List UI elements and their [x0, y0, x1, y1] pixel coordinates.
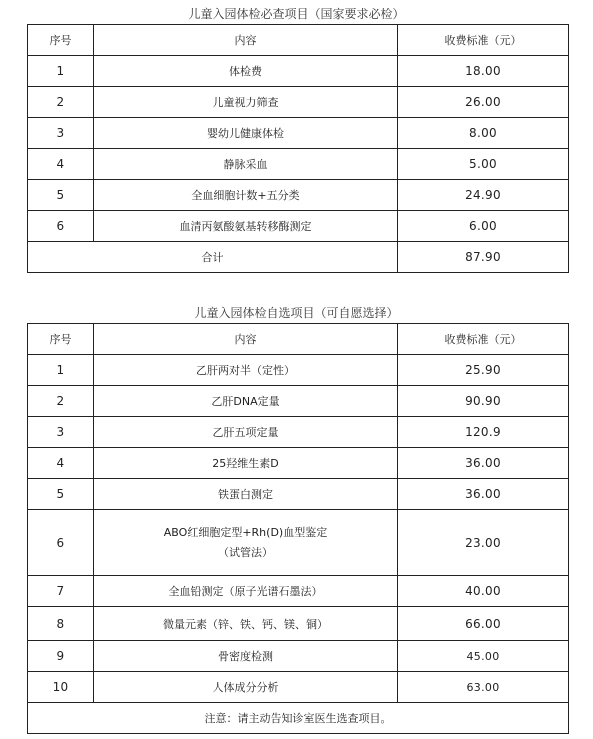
header-no: 序号 [28, 25, 94, 56]
row-no: 3 [28, 118, 94, 149]
required-items-table [27, 24, 569, 273]
row-fee: 120.9 [398, 417, 569, 448]
row-fee: 6.00 [398, 211, 569, 242]
table-row [28, 355, 569, 386]
row-fee: 25.90 [398, 355, 569, 386]
table-row [28, 87, 569, 118]
row-no: 6 [28, 510, 94, 576]
table-row [28, 417, 569, 448]
row-content: 乙肝五项定量 [94, 417, 398, 448]
row-no: 5 [28, 180, 94, 211]
row-content: 乙肝DNA定量 [94, 386, 398, 417]
row-content-line2: （试管法） [218, 545, 273, 559]
row-fee: 24.90 [398, 180, 569, 211]
total-row [28, 242, 569, 273]
table-row [28, 149, 569, 180]
row-fee: 63.00 [398, 672, 569, 703]
row-no: 4 [28, 149, 94, 180]
row-fee: 90.90 [398, 386, 569, 417]
row-no: 4 [28, 448, 94, 479]
table-row [28, 118, 569, 149]
row-fee: 26.00 [398, 87, 569, 118]
table-row [28, 479, 569, 510]
optional-items-table [27, 323, 569, 734]
row-content: 铁蛋白测定 [94, 479, 398, 510]
table-row [28, 672, 569, 703]
row-content: 血清丙氨酸氨基转移酶测定 [94, 211, 398, 242]
header-fee: 收费标准（元） [398, 324, 569, 355]
row-content: 婴幼儿健康体检 [94, 118, 398, 149]
row-content: 静脉采血 [94, 149, 398, 180]
header-no: 序号 [28, 324, 94, 355]
row-fee: 36.00 [398, 479, 569, 510]
row-no: 2 [28, 87, 94, 118]
row-content: 体检费 [94, 56, 398, 87]
row-no: 5 [28, 479, 94, 510]
header-content: 内容 [94, 324, 398, 355]
row-no: 9 [28, 641, 94, 672]
row-no: 7 [28, 576, 94, 607]
row-no: 2 [28, 386, 94, 417]
note-row [28, 703, 569, 734]
table-header-row [28, 324, 569, 355]
row-content [94, 510, 398, 576]
total-value: 87.90 [398, 242, 569, 273]
table-row [28, 607, 569, 641]
row-content-line1: ABO红细胞定型+Rh(D)血型鉴定 [163, 525, 328, 539]
row-content: 25羟维生素D [94, 448, 398, 479]
row-no: 1 [28, 355, 94, 386]
row-content: 儿童视力筛查 [94, 87, 398, 118]
row-content: 乙肝两对半（定性） [94, 355, 398, 386]
note-text: 注意：请主动告知诊室医生选查项目。 [28, 703, 569, 734]
row-content: 全血细胞计数+五分类 [94, 180, 398, 211]
row-no: 6 [28, 211, 94, 242]
table-row [28, 180, 569, 211]
table2-caption: 儿童入园体检自选项目（可自愿选择） [194, 306, 399, 320]
header-fee: 收费标准（元） [398, 25, 569, 56]
row-fee: 23.00 [398, 510, 569, 576]
table-row [28, 56, 569, 87]
table-row [28, 641, 569, 672]
row-no: 1 [28, 56, 94, 87]
header-content: 内容 [94, 25, 398, 56]
row-no: 10 [28, 672, 94, 703]
row-fee: 8.00 [398, 118, 569, 149]
row-content: 骨密度检测 [94, 641, 398, 672]
row-no: 3 [28, 417, 94, 448]
row-no: 8 [28, 607, 94, 641]
row-fee: 40.00 [398, 576, 569, 607]
row-content: 微量元素（锌、铁、钙、镁、铜） [94, 607, 398, 641]
table-row [28, 576, 569, 607]
row-fee: 18.00 [398, 56, 569, 87]
row-fee: 66.00 [398, 607, 569, 641]
row-fee: 45.00 [398, 641, 569, 672]
table-row [28, 510, 569, 576]
total-label: 合计 [28, 242, 398, 273]
table-row [28, 448, 569, 479]
row-content: 人体成分分析 [94, 672, 398, 703]
table-row [28, 386, 569, 417]
table-header-row [28, 25, 569, 56]
row-fee: 36.00 [398, 448, 569, 479]
row-content: 全血铅测定（原子光谱石墨法） [94, 576, 398, 607]
table-row [28, 211, 569, 242]
row-fee: 5.00 [398, 149, 569, 180]
table1-caption: 儿童入园体检必查项目（国家要求必检） [188, 7, 405, 21]
